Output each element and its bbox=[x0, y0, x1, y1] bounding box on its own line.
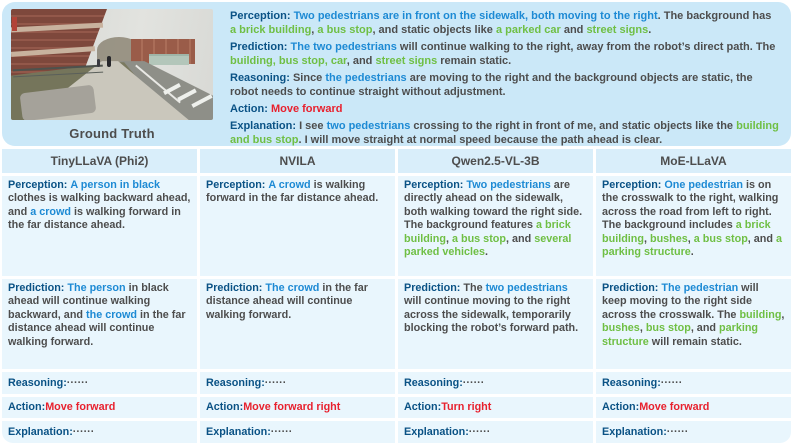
ground-truth-column bbox=[10, 9, 214, 142]
model-name-tinyllava: TinyLLaVA (Phi2) bbox=[2, 149, 197, 173]
qwen-prediction-cell: Prediction: The two pedestrians will continue moving to the right across the sidewalk, temporarily blocking the robot’s forward path. bbox=[398, 279, 593, 369]
moe-llava-prediction-cell: Prediction: The pedestrian will keep moving to the right side across the crosswalk. The building, bushes, bus stop, and parking structure will remain static. bbox=[596, 279, 791, 369]
ground-truth-reasoning: Reasoning: Since the pedestrians are moving to the right and the background objects are static, the robot needs to continue straight without adjustment. bbox=[230, 71, 753, 98]
qwen-perception-cell: Perception: Two pedestrians are directly ahead on the sidewalk, both walking toward the right side. The background features a brick building, a bus stop, and several parked vehicles. bbox=[398, 176, 593, 276]
moe-llava-perception-cell: Perception: One pedestrian is on the crosswalk to the right, walking across the road from left to right. The background includes a brick building, bushes, a bus stop, and a parking structure. bbox=[596, 176, 791, 276]
qwen-explanation-cell: Explanation: ······ bbox=[398, 421, 593, 443]
nvila-action-cell: Action: Move forward right bbox=[200, 397, 395, 418]
photo-red-poster bbox=[12, 17, 17, 31]
qwen-action-cell: Action: Turn right bbox=[398, 397, 593, 418]
tinyllava-prediction-cell: Prediction: The person in black ahead will continue walking backward, and the crowd in the far distance ahead will continue walking forward. bbox=[2, 279, 197, 369]
nvila-explanation-cell: Explanation: ······ bbox=[200, 421, 395, 443]
tinyllava-action-cell: Action: Move forward bbox=[2, 397, 197, 418]
ground-truth-text bbox=[230, 9, 781, 146]
moe-llava-reasoning-cell: Reasoning: ······ bbox=[596, 372, 791, 394]
ground-truth-prediction: Prediction: The two pedestrians will continue walking to the right, away from the robot’s direct path. The building, bus stop, car, and street signs remain static. bbox=[230, 40, 776, 67]
nvila-reasoning-cell: Reasoning: ······ bbox=[200, 372, 395, 394]
model-comparison-table bbox=[2, 149, 791, 444]
ground-truth-panel bbox=[2, 2, 791, 146]
nvila-prediction-cell: Prediction: The crowd in the far distance ahead will continue walking forward. bbox=[200, 279, 395, 369]
nvila-perception-cell: Perception: A crowd is walking forward in the far distance ahead. bbox=[200, 176, 395, 276]
tinyllava-reasoning-cell: Reasoning: ······ bbox=[2, 372, 197, 394]
ground-truth-action: Action: Move forward bbox=[230, 102, 343, 115]
model-name-qwen25-vl-3b: Qwen2.5-VL-3B bbox=[398, 149, 593, 173]
ground-truth-perception: Perception: Two pedestrians are in front on the sidewalk, both moving to the right. The background has a brick building, a bus stop, and static objects like a parked car and street signs. bbox=[230, 10, 772, 36]
model-name-moe-llava: MoE-LLaVA bbox=[596, 149, 791, 173]
ground-truth-explanation: Explanation: I see two pedestrians crossing to the right in front of me, and static objects like the building and bus stop. I will move straight at normal speed because the path ahead is clear. bbox=[230, 119, 779, 146]
tinyllava-perception-cell: Perception: A person in black clothes is walking backward ahead, and a crowd is walking forward in the far distance ahead. bbox=[2, 176, 197, 276]
ground-truth-photo bbox=[11, 9, 213, 120]
photo-pedestrian bbox=[97, 59, 100, 67]
moe-llava-explanation-cell: Explanation: ······ bbox=[596, 421, 791, 443]
ground-truth-caption: Ground Truth bbox=[69, 126, 155, 141]
moe-llava-action-cell: Action: Move forward bbox=[596, 397, 791, 418]
model-name-nvila: NVILA bbox=[200, 149, 395, 173]
photo-pedestrian bbox=[107, 56, 111, 67]
tinyllava-explanation-cell: Explanation: ······ bbox=[2, 421, 197, 443]
qwen-reasoning-cell: Reasoning: ······ bbox=[398, 372, 593, 394]
photo-bus-stop bbox=[149, 54, 189, 65]
